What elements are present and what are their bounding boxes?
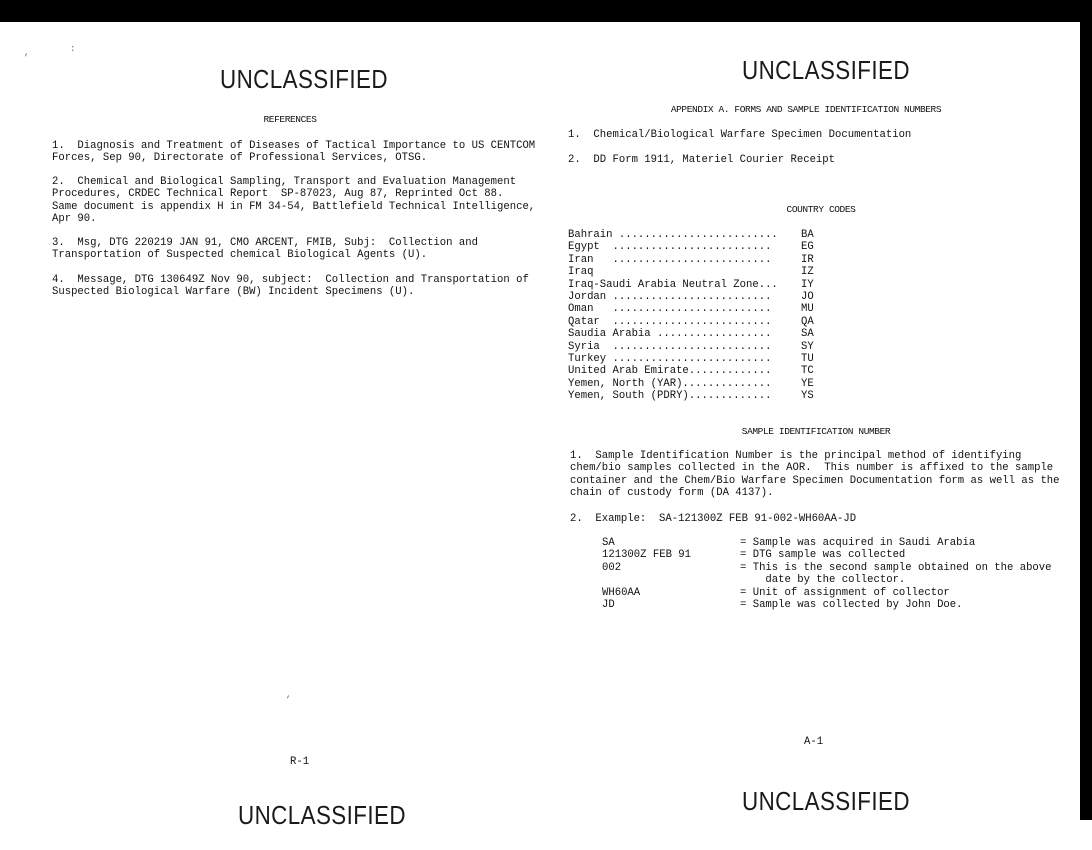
country-code: MU <box>801 303 814 316</box>
example-row <box>602 562 1050 587</box>
country-row <box>568 266 831 278</box>
sample-id-title: SAMPLE IDENTIFICATION NUMBER <box>741 426 891 437</box>
country-name: Oman ......................... <box>568 303 772 316</box>
references-page <box>0 22 546 850</box>
country-name: Yemen, North (YAR).............. <box>568 377 772 390</box>
country-code: SA <box>801 328 814 341</box>
example-key: JD <box>602 599 615 612</box>
country-name: Qatar ......................... <box>568 315 772 328</box>
country-name: Syria ......................... <box>568 340 772 353</box>
country-row <box>568 316 831 328</box>
country-row <box>568 291 831 303</box>
example-value: = Unit of assignment of collector <box>740 586 950 599</box>
country-row <box>568 365 831 377</box>
country-code: SY <box>801 340 814 353</box>
country-row <box>568 341 831 353</box>
example-row <box>602 537 1050 549</box>
example-value: = This is the second sample obtained on the above date by the collector. <box>740 561 1052 587</box>
country-code: IY <box>801 278 814 291</box>
country-name: Saudia Arabia .................. <box>568 328 772 341</box>
example-value: = Sample was collected by John Doe. <box>740 599 963 612</box>
reference-item-3: 3. Msg, DTG 220219 JAN 91, CMO ARCENT, FMIB, Subj: Collection and Transportation of Suspected chemical Biological Agents (U). <box>52 237 478 262</box>
country-code: IR <box>801 253 814 266</box>
example-key: SA <box>602 537 615 549</box>
classification-stamp-top: UNCLASSIFIED <box>220 64 388 94</box>
country-row <box>568 390 831 402</box>
sample-id-paragraph: 1. Sample Identification Number is the principal method of identifying chem/bio samples collected in the AOR. This number is affixed to the sample container and the Chem/Bio Warfare Specimen Documentation form as well as the chain of custody form (DA 4137). <box>570 450 1060 500</box>
appendix-title: APPENDIX A. FORMS AND SAMPLE IDENTIFICATION NUMBERS <box>670 104 942 115</box>
country-name: Egypt ......................... <box>568 241 772 254</box>
country-row <box>568 229 831 241</box>
country-code: EG <box>801 241 814 254</box>
example-key: WH60AA <box>602 586 641 599</box>
country-name: Iraq-Saudi Arabia Neutral Zone... <box>568 278 778 291</box>
country-row <box>568 241 831 253</box>
country-name: Turkey ......................... <box>568 352 772 365</box>
country-code: TC <box>801 365 814 378</box>
country-row <box>568 328 831 340</box>
appendix-page <box>546 22 1080 850</box>
country-name: United Arab Emirate............. <box>568 365 772 378</box>
scan-speck: : <box>70 44 76 54</box>
example-row <box>602 549 1050 561</box>
country-name: Iran ......................... <box>568 253 772 266</box>
country-row <box>568 279 831 291</box>
form-item-1: 1. Chemical/Biological Warfare Specimen Documentation <box>568 129 912 141</box>
scan-speck: , <box>24 48 30 58</box>
country-code: BA <box>801 229 814 241</box>
page-number: A-1 <box>804 736 824 748</box>
country-row <box>568 353 831 365</box>
example-value: = DTG sample was collected <box>740 549 906 562</box>
country-code: YE <box>801 377 814 390</box>
example-breakdown <box>602 537 1050 611</box>
country-code: TU <box>801 352 814 365</box>
scan-speck: , <box>286 690 292 700</box>
reference-item-2: 2. Chemical and Biological Sampling, Transport and Evaluation Management Procedures, CRDEC Technical Report SP-87023, Aug 87, Reprinted Oct 88. Same document is appendix H in FM 34-54, Battlefield Technical Intelligence, Apr 90. <box>52 176 536 226</box>
example-row <box>602 599 1050 611</box>
example-row <box>602 587 1050 599</box>
page-number: R-1 <box>290 756 310 768</box>
scan-right-border <box>1080 0 1092 820</box>
country-row <box>568 378 831 390</box>
classification-stamp-top: UNCLASSIFIED <box>742 55 910 85</box>
reference-item-1: 1. Diagnosis and Treatment of Diseases of Tactical Importance to US CENTCOM Forces, Sep 90, Directorate of Professional Services, OTSG. <box>52 140 536 165</box>
country-row <box>568 254 831 266</box>
country-codes-title: COUNTRY CODES <box>786 204 856 215</box>
country-name: Bahrain ......................... <box>568 229 778 241</box>
country-name: Iraq <box>568 266 594 279</box>
country-name: Yemen, South (PDRY)............. <box>568 390 772 403</box>
example-line: 2. Example: SA-121300Z FEB 91-002-WH60AA-JD <box>570 513 857 525</box>
country-code: YS <box>801 390 814 403</box>
example-key: 002 <box>602 561 622 574</box>
scan-top-border <box>0 0 1092 22</box>
example-key: 121300Z FEB 91 <box>602 549 692 562</box>
references-title: REFERENCES <box>263 114 317 125</box>
country-codes-list <box>568 229 831 402</box>
classification-stamp-bottom: UNCLASSIFIED <box>238 800 406 830</box>
reference-item-4: 4. Message, DTG 130649Z Nov 90, subject: Collection and Transportation of Suspected Biological Warfare (BW) Incident Specimens (U). <box>52 274 529 299</box>
country-row <box>568 303 831 315</box>
country-code: JO <box>801 290 814 303</box>
country-code: IZ <box>801 266 814 279</box>
country-code: QA <box>801 315 814 328</box>
example-value: = Sample was acquired in Saudi Arabia <box>740 537 976 549</box>
country-name: Jordan ......................... <box>568 290 772 303</box>
classification-stamp-bottom: UNCLASSIFIED <box>742 786 910 816</box>
form-item-2: 2. DD Form 1911, Materiel Courier Receipt <box>568 154 836 166</box>
